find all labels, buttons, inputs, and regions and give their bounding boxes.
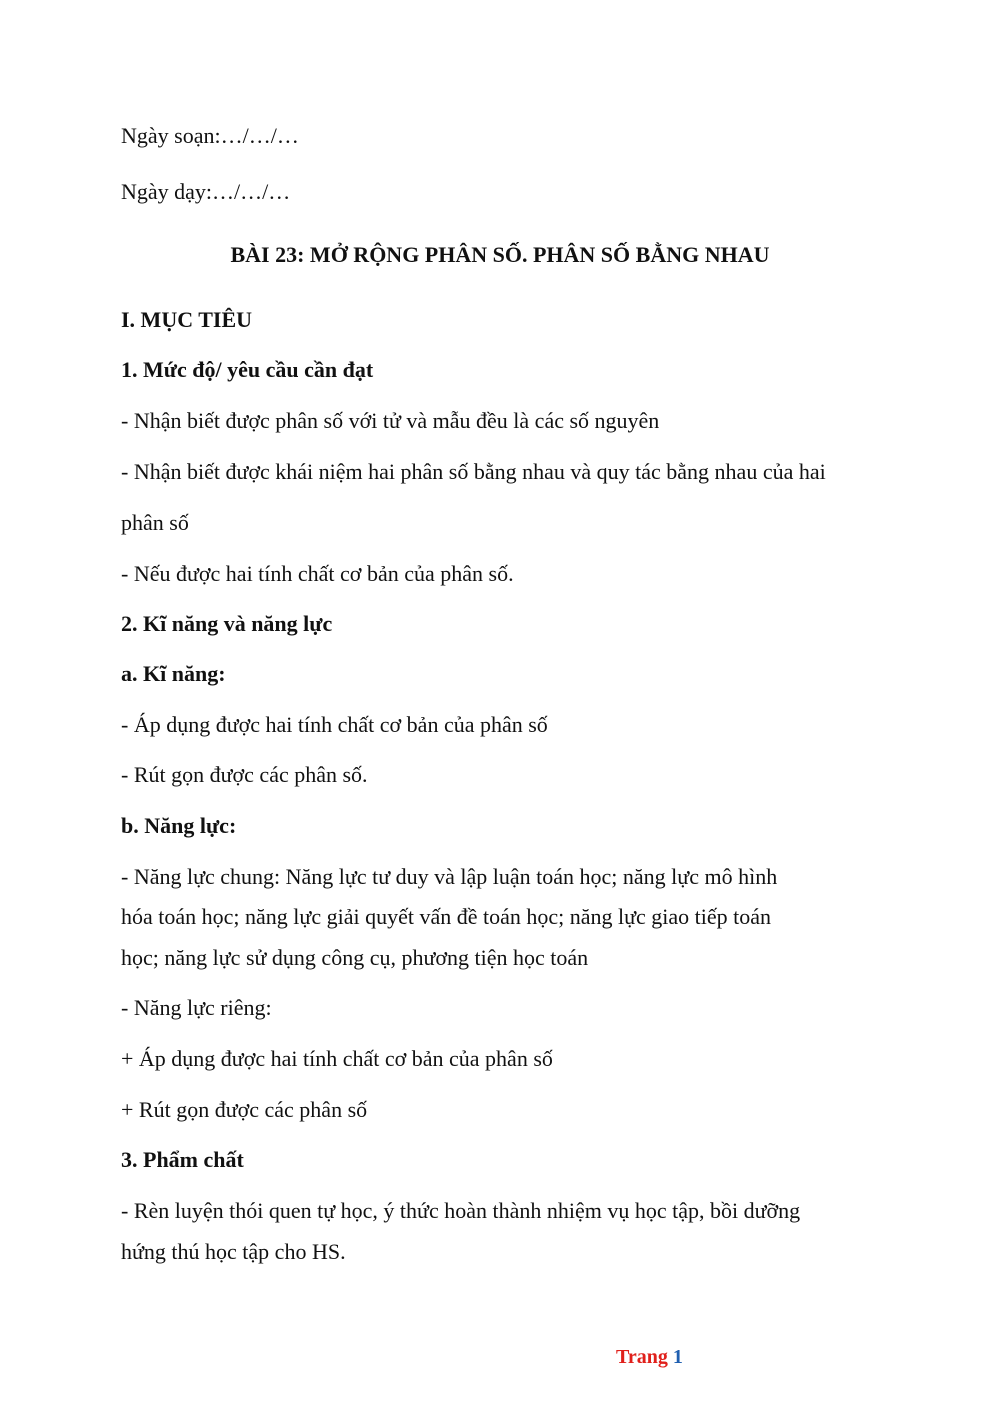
- nang-luc-item: + Áp dụng được hai tính chất cơ bản của phân số: [121, 1046, 553, 1071]
- ki-nang-item: - Rút gọn được các phân số.: [121, 762, 368, 787]
- muc-do-item: phân số: [121, 510, 189, 535]
- pham-chat-item: - Rèn luyện thói quen tự học, ý thức hoàn thành nhiệm vụ học tập, bồi dưỡng: [121, 1198, 801, 1223]
- nang-luc-item: + Rút gọn được các phân số: [121, 1097, 368, 1122]
- heading-muc-do: 1. Mức độ/ yêu cầu cần đạt: [121, 357, 374, 382]
- heading-nang-luc: b. Năng lực:: [121, 813, 237, 838]
- heading-ki-nang-nang-luc: 2. Kĩ năng và năng lực: [121, 611, 333, 636]
- ngay-day: Ngày dạy:…/…/…: [121, 179, 291, 204]
- footer-page-number: 1: [672, 1346, 683, 1368]
- nang-luc-item: - Năng lực chung: Năng lực tư duy và lập luận toán học; năng lực mô hình: [121, 864, 778, 889]
- page-footer: [616, 1344, 683, 1370]
- footer-label: Trang: [616, 1346, 668, 1368]
- nang-luc-item: học; năng lực sử dụng công cụ, phương tiện học toán: [121, 945, 589, 970]
- ngay-soan: Ngày soạn:…/…/…: [121, 123, 299, 148]
- nang-luc-item: hóa toán học; năng lực giải quyết vấn đề toán học; năng lực giao tiếp toán: [121, 904, 772, 929]
- heading-pham-chat: 3. Phẩm chất: [121, 1147, 244, 1172]
- pham-chat-item: hứng thú học tập cho HS.: [121, 1239, 346, 1264]
- muc-do-item: - Nhận biết được phân số với tử và mẫu đều là các số nguyên: [121, 408, 660, 433]
- ki-nang-item: - Áp dụng được hai tính chất cơ bản của phân số: [121, 712, 548, 737]
- heading-ki-nang: a. Kĩ năng:: [121, 661, 226, 686]
- lesson-title: BÀI 23: MỞ RỘNG PHÂN SỐ. PHÂN SỐ BẰNG NHAU: [230, 242, 770, 267]
- heading-muc-tieu: I. MỤC TIÊU: [121, 307, 253, 332]
- muc-do-item: - Nhận biết được khái niệm hai phân số bằng nhau và quy tác bằng nhau của hai: [121, 459, 826, 484]
- muc-do-item: - Nếu được hai tính chất cơ bản của phân số.: [121, 561, 514, 586]
- nang-luc-item: - Năng lực riêng:: [121, 995, 272, 1020]
